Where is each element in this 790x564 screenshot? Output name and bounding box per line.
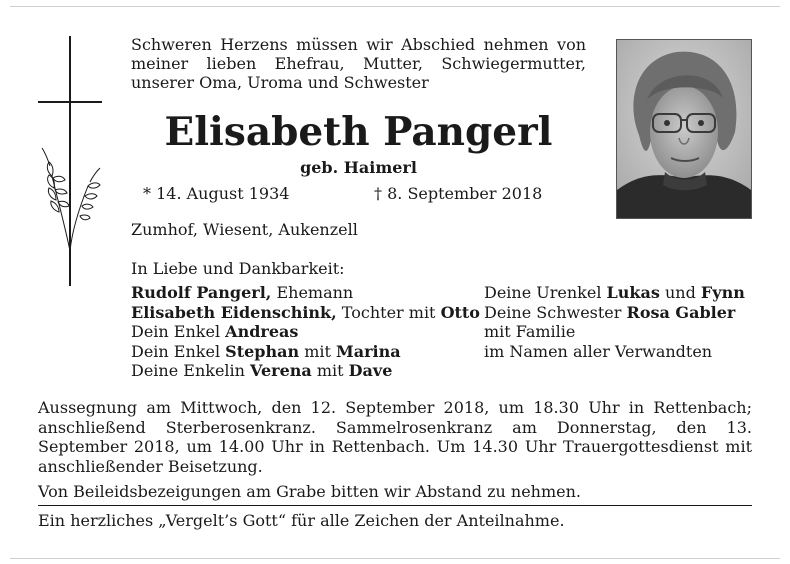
funeral-service-details: Aussegnung am Mittwoch, den 12. September 2018, um 18.30 Uhr in Rettenbach; anschließend Sterberosenkranz. Sammelrosenkranz am Donnerstag, den 13. September 2018, um 14.00 Uhr in Rettenbach. Um 14.30 Uhr Trauergottesdienst mit anschließender Beisetzung.: [38, 398, 752, 476]
portrait-photo-icon: [617, 40, 751, 218]
mourner-name: Stephan: [225, 341, 300, 361]
mourner-name: Rosa Gabler: [626, 302, 736, 322]
birth-date: * 14. August 1934: [143, 184, 290, 203]
mourner-relation: mit: [299, 341, 336, 361]
mourner-row: [131, 283, 476, 303]
condolence-note: Von Beileidsbezeigungen am Grabe bitten wir Abstand zu nehmen.: [38, 482, 582, 501]
mourner-name: Dave: [348, 361, 393, 380]
mourner-name: Andreas: [225, 322, 299, 341]
mourner-relation: Deine Urenkel: [484, 283, 607, 302]
mourner-row: [131, 361, 476, 381]
thanks-lead: In Liebe und Dankbarkeit:: [131, 259, 345, 278]
mourner-relation: Deine Schwester: [484, 302, 627, 322]
hometowns: Zumhof, Wiesent, Aukenzell: [131, 220, 358, 239]
closing-thanks: Ein herzliches „Vergelt’s Gott“ für alle Zeichen der Anteilnahme.: [38, 511, 565, 530]
intro-text: Schweren Herzens müssen wir Abschied nehmen von meiner lieben Ehefrau, Mutter, Schwiegermutter, unserer Oma, Uroma und Schwester: [131, 35, 586, 92]
mourner-relation: mit: [311, 361, 349, 380]
mourners-left-column: [131, 283, 480, 381]
mourner-relation: Ehemann: [271, 283, 354, 302]
frame-bottom-line: [10, 558, 780, 559]
mourners-right-column: [484, 283, 764, 361]
mourner-relation: im Namen aller Verwandten: [484, 341, 713, 361]
maiden-name: geb. Haimerl: [300, 158, 417, 177]
mourner-row: [131, 322, 476, 342]
mourner-row: [484, 342, 764, 362]
mourner-name: Fynn: [700, 283, 745, 302]
mourner-row: [131, 342, 476, 362]
mourner-name: Elisabeth Eidenschink,: [131, 302, 337, 322]
mourner-name: Verena: [250, 361, 312, 380]
mourner-name: Lukas: [606, 283, 660, 302]
mourner-name: Otto: [440, 302, 480, 322]
divider-line: [38, 505, 752, 506]
mourner-row: [484, 322, 764, 342]
cross-with-wheat-icon: [30, 36, 110, 286]
portrait-photo: [616, 39, 752, 219]
mourner-name: Marina: [336, 341, 401, 361]
mourner-relation: Deine Enkelin: [131, 361, 251, 380]
mourner-row: [131, 302, 480, 323]
mourner-relation: Dein Enkel: [131, 341, 226, 361]
frame-top-line: [10, 6, 780, 7]
mourner-relation: Tochter mit: [336, 302, 441, 322]
mourner-row: [484, 303, 764, 323]
mourner-relation: mit Familie: [484, 322, 576, 341]
mourner-relation: Dein Enkel: [131, 322, 226, 341]
death-date: † 8. September 2018: [374, 184, 543, 203]
deceased-name: Elisabeth Pangerl: [164, 109, 553, 155]
mourner-name: Rudolf Pangerl,: [131, 283, 272, 302]
mourner-row: [484, 283, 764, 303]
mourner-relation: und: [659, 283, 701, 302]
